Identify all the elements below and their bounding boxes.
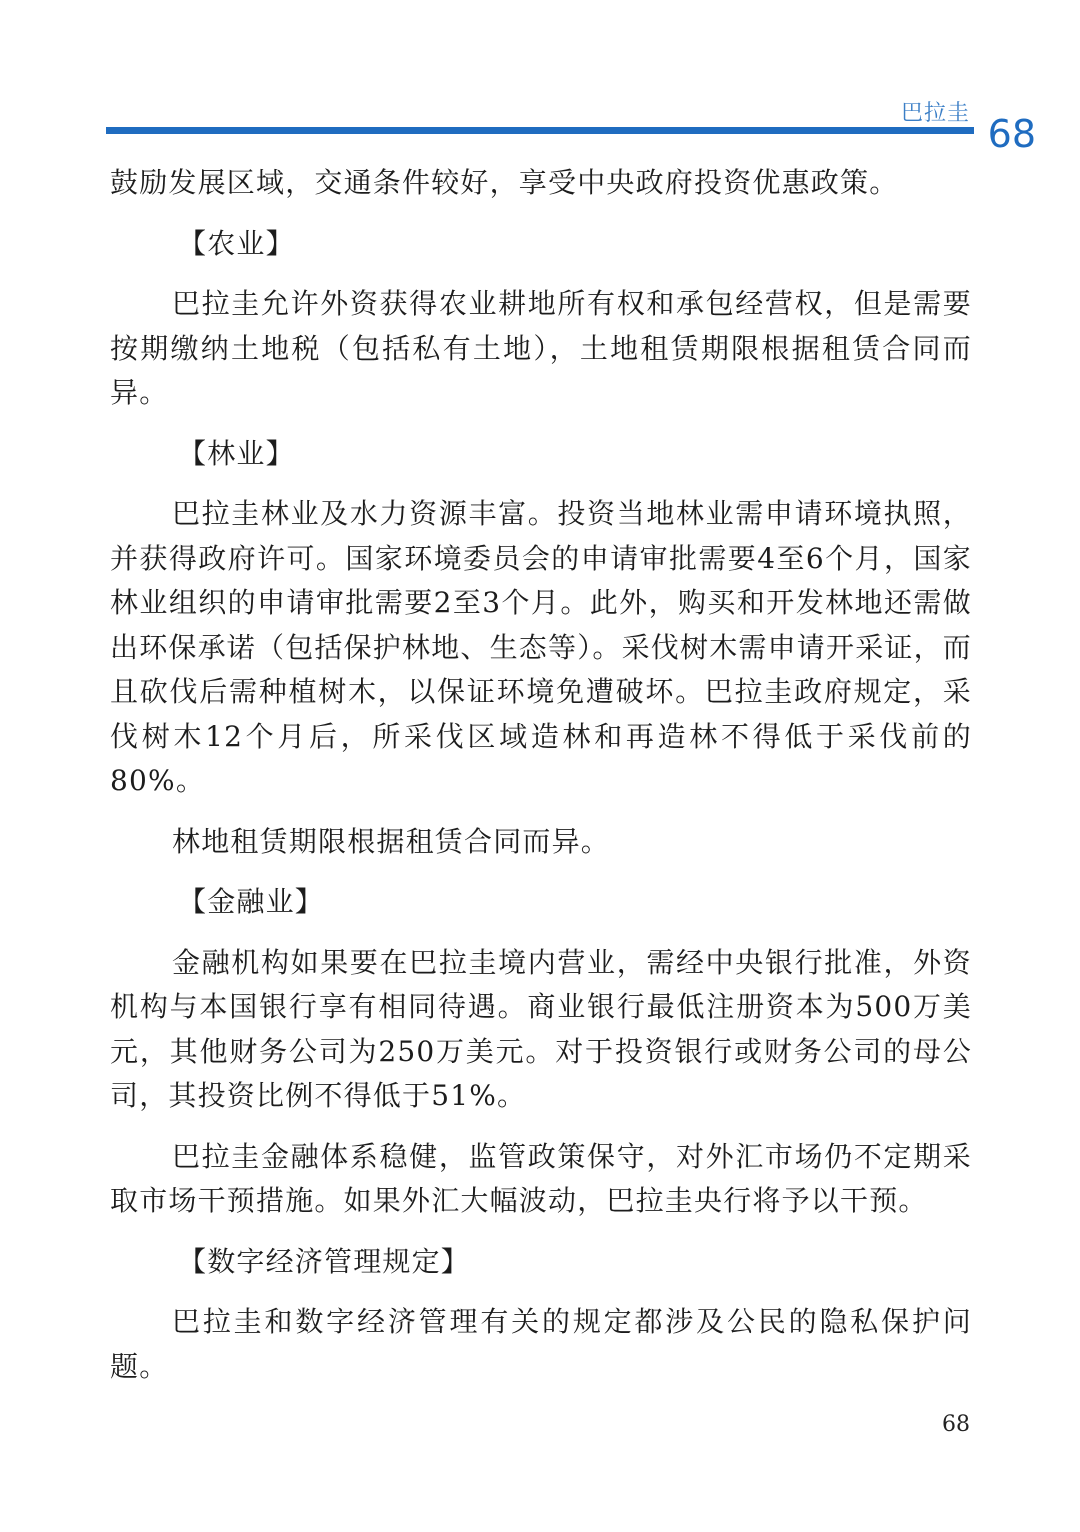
document-body [110, 161, 972, 1389]
section-heading-digital-economy: 【数字经济管理规定】 [178, 1244, 471, 1278]
paragraph-finance-2: 巴拉圭金融体系稳健，监管政策保守，对外汇市场仍不定期采取市场干预措施。如果外汇大幅波动，巴拉圭央行将予以干预。 [110, 1139, 972, 1217]
paragraph-digital-economy: 巴拉圭和数字经济管理有关的规定都涉及公民的隐私保护问题。 [110, 1305, 972, 1383]
section-heading-agriculture: 【农业】 [178, 226, 295, 260]
paragraph-forestry-2: 林地租赁期限根据租赁合同而异。 [172, 824, 611, 858]
footer-page-number: 68 [942, 1412, 970, 1437]
header-page-number: 68 [987, 112, 1036, 156]
header-country-label: 巴拉圭 [900, 101, 970, 126]
section-heading-forestry: 【林业】 [178, 436, 295, 470]
header-rule [106, 127, 974, 134]
paragraph-agriculture: 巴拉圭允许外资获得农业耕地所有权和承包经营权，但是需要按期缴纳土地税（包括私有土地），土地租赁期限根据租赁合同而异。 [110, 287, 972, 409]
paragraph-forestry-1: 巴拉圭林业及水力资源丰富。投资当地林业需申请环境执照，并获得政府许可。国家环境委员会的申请审批需要4至6个月，国家林业组织的申请审批需要2至3个月。此外，购买和开发林地还需做出环保承诺（包括保护林地、生态等）。采伐树木需申请开采证，而且砍伐后需种植树木，以保证环境免遭破坏。巴拉圭政府规定，采伐树木12个月后，所采伐区域造林和再造林不得低于采伐前的80%。 [110, 497, 973, 797]
paragraph-finance-1: 金融机构如果要在巴拉圭境内营业，需经中央银行批准，外资机构与本国银行享有相同待遇。商业银行最低注册资本为500万美元，其他财务公司为250万美元。对于投资银行或财务公司的母公司，其投资比例不得低于51%。 [110, 945, 972, 1112]
section-heading-finance: 【金融业】 [178, 885, 325, 918]
paragraph-intro: 鼓励发展区域，交通条件较好，享受中央政府投资优惠政策。 [110, 166, 899, 199]
